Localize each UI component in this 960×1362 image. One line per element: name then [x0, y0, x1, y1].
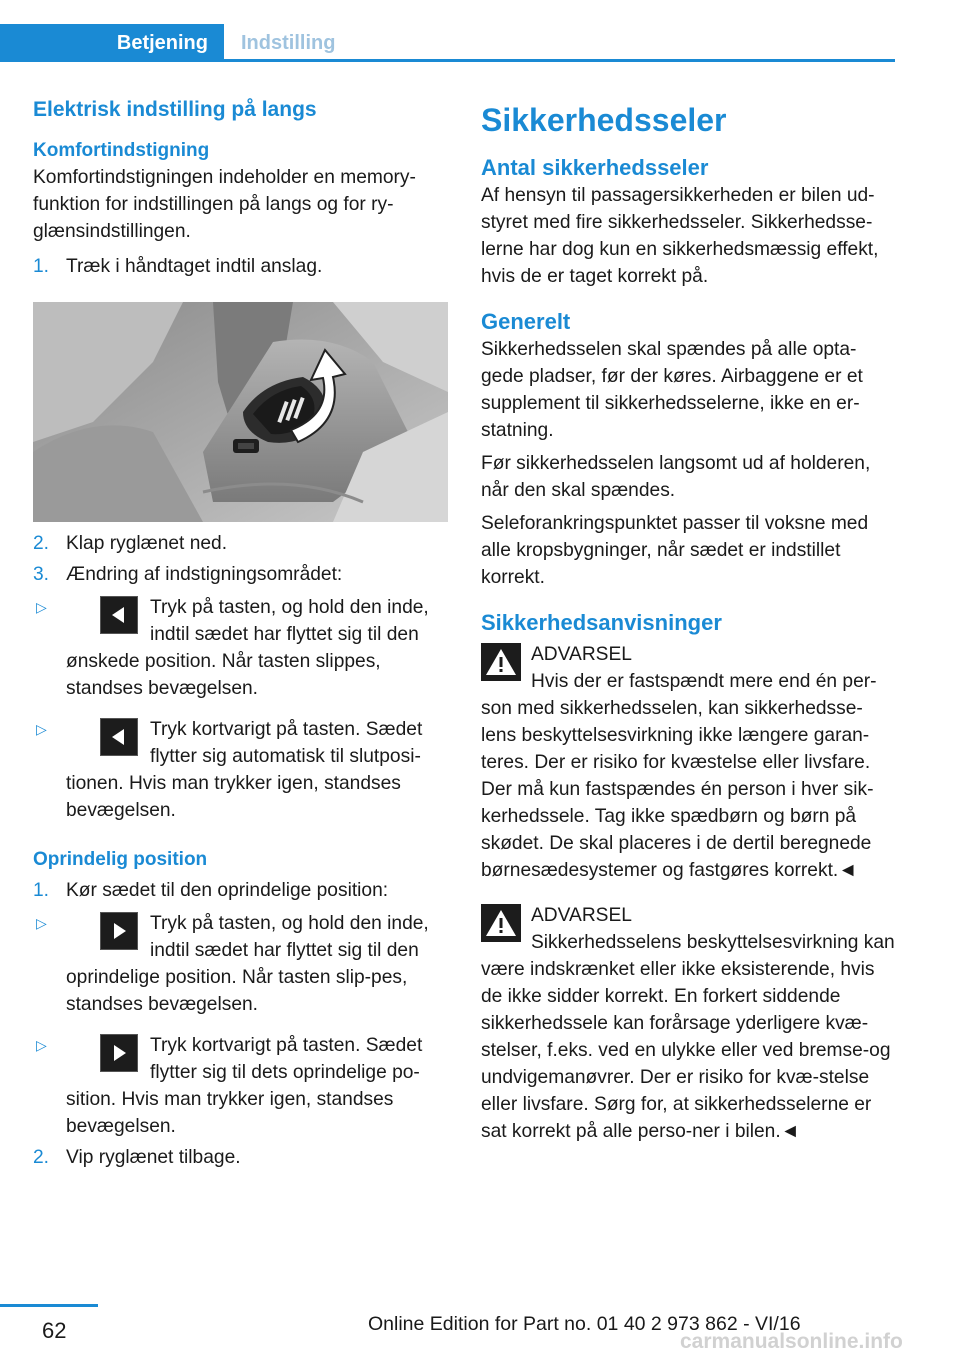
edition-text: Online Edition for Part no. 01 40 2 973 862 - VI/16 — [368, 1313, 801, 1335]
paragraph-generelt-1: Sikkerhedsselen skal spændes på alle opta-gede pladser, før der køres. Airbaggene er et supplement til sikkerhedsselerne, ikke en er-statning. — [481, 339, 863, 441]
bullet-item — [33, 594, 448, 702]
step-text: Klap ryglænet ned. — [66, 533, 228, 554]
header-divider — [0, 59, 895, 62]
bullet-rest: flytter sig automatisk til slutposi-tionen. Hvis man trykker igen, standses bevægelsen. — [66, 746, 421, 821]
warning-triangle-icon — [481, 643, 521, 681]
bullet-line1: Tryk kortvarigt på tasten. Sædet — [150, 1035, 423, 1056]
triangle-bullet-icon: ▷ — [36, 599, 47, 615]
footer-divider — [0, 1304, 98, 1307]
arrow-left-button-icon — [100, 596, 138, 634]
bullet-line1: Tryk kortvarigt på tasten. Sædet — [150, 719, 423, 740]
section-title-sikkerhedsseler: Sikkerhedsseler — [481, 102, 727, 138]
paragraph-antal: Af hensyn til passagersikkerheden er bilen ud-styret med fire sikkerhedsseler. Sikkerhedsse-lerne har dog kun en sikkerhedsmæssig effekt, hvis de er taget korrekt på. — [481, 185, 879, 287]
step-number: 1. — [33, 880, 50, 901]
step-number: 2. — [33, 1147, 50, 1168]
step-text: Kør sædet til den oprindelige position: — [66, 880, 389, 901]
bullet-item — [33, 716, 448, 824]
step-text: Træk i håndtaget indtil anslag. — [66, 256, 323, 277]
warning-text: Sikkerhedsselens beskyttelsesvirkning kan være indskrænket eller ikke eksisterende, hvis de ikke sidder korrekt. En forkert siddende sikkerhedssele kan forårsage yderligere kvæ-stelser, f.eks. ved en ulykke eller ved bremse-og undvigemanøvrer. Der er risiko for kvæ-stelse eller livsfare. Sørg for, at sikkerhedsselerne er sat korrekt på alle perso-ner i bilen.◄ — [481, 932, 895, 1142]
left-column — [33, 96, 448, 1171]
triangle-bullet-icon: ▷ — [36, 915, 47, 931]
step-number: 2. — [33, 533, 50, 554]
step-1 — [33, 253, 448, 280]
warning-block-2 — [481, 902, 895, 1145]
heading-sikkerhedsanvisninger: Sikkerhedsanvisninger — [481, 610, 722, 635]
heading-generelt: Generelt — [481, 309, 571, 334]
bullet-rest: flytter sig til dets oprindelige po-sition. Hvis man trykker igen, standses bevægelsen. — [66, 1062, 420, 1137]
warning-text: Hvis der er fastspændt mere end én per-son med sikkerhedsselen, kan sikkerhedsse-lens beskyttelsesvirkning ikke længere garan-teres. Der er risiko for kvæstelse eller livsfare. Der må kun fastspændes én person i hver sik-kerhedssele. Tag ikke spædbørn og børn på skødet. De skal placeres i de dertil beregnede børnesædesystemer og fastgøres korrekt.◄ — [481, 671, 877, 881]
seat-handle-photo — [33, 302, 448, 522]
tab-betjening[interactable]: Betjening — [0, 24, 224, 62]
subheading-oprindelig: Oprindelig position — [33, 849, 208, 870]
step-text: Vip ryglænet tilbage. — [66, 1147, 241, 1168]
step-text: Ændring af indstigningsområdet: — [66, 564, 343, 585]
step-number: 3. — [33, 564, 50, 585]
step-3 — [33, 561, 448, 588]
watermark: carmanualsonline.info — [680, 1330, 903, 1353]
triangle-bullet-icon: ▷ — [36, 1037, 47, 1053]
step-number: 1. — [33, 256, 50, 277]
step-2 — [33, 530, 448, 557]
bullet-item — [33, 910, 448, 1018]
page-number: 62 — [42, 1318, 67, 1343]
step-2b — [33, 1144, 448, 1171]
warning-triangle-icon — [481, 904, 521, 942]
bullet-rest: indtil sædet har flyttet sig til den oprindelige position. Når tasten slip-pes, standses bevægelsen. — [66, 940, 419, 1015]
right-column — [481, 100, 895, 1145]
step-1b — [33, 877, 448, 904]
tab-indstilling[interactable]: Indstilling — [241, 31, 336, 54]
warning-title: ADVARSEL — [531, 905, 632, 926]
paragraph-generelt-3: Seleforankringspunktet passer til voksne med alle kropsbygninger, når sædet er indstillet korrekt. — [481, 513, 869, 588]
arrow-left-button-icon — [100, 718, 138, 756]
arrow-right-button-icon — [100, 1034, 138, 1072]
intro-paragraph: Komfortindstigningen indeholder en memory-funktion for indstillingen på langs og for ry-glænsindstillingen. — [33, 167, 416, 242]
bullet-line1: Tryk på tasten, og hold den inde, — [150, 597, 429, 618]
bullet-item — [33, 1032, 448, 1140]
section-title-elektrisk: Elektrisk indstilling på langs — [33, 98, 317, 121]
warning-block-1 — [481, 641, 895, 884]
bullet-rest: indtil sædet har flyttet sig til den ønskede position. Når tasten slippes, standses bevægelsen. — [66, 624, 419, 699]
warning-title: ADVARSEL — [531, 644, 632, 665]
paragraph-generelt-2: Før sikkerhedsselen langsomt ud af holderen, når den skal spændes. — [481, 453, 871, 501]
triangle-bullet-icon: ▷ — [36, 721, 47, 737]
subheading-komfortindstigning: Komfortindstigning — [33, 140, 210, 161]
heading-antal: Antal sikkerhedsseler — [481, 155, 709, 180]
header-tabs — [0, 24, 895, 62]
bullet-line1: Tryk på tasten, og hold den inde, — [150, 913, 429, 934]
arrow-right-button-icon — [100, 912, 138, 950]
